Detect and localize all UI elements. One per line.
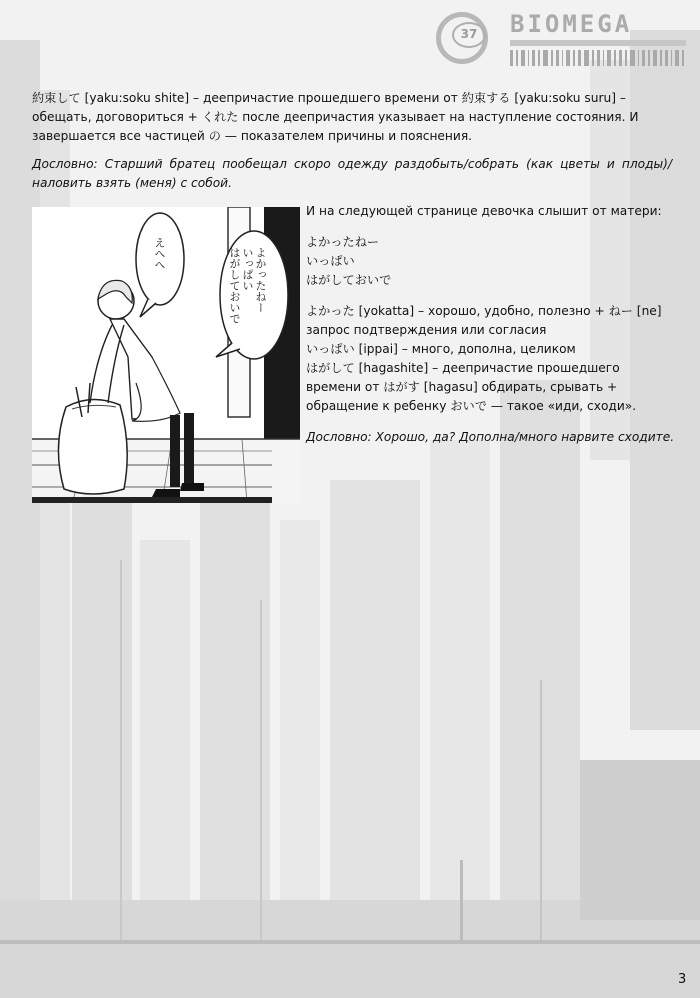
bubble-line-1: よかったねー [254, 247, 267, 313]
page-number: 3 [678, 972, 687, 987]
issue-number: 37 [452, 22, 486, 48]
quote-line: いっぱい [306, 254, 355, 268]
bubble-line-3: はがしておいで [228, 247, 241, 324]
paragraph-grammar: 約束して [yaku:soku shite] – деепричастие прошедшего времени от 約束する [yaku:soku suru] – обещать, договориться + くれた после деепричастия указывает на наступление состояния. И завершается все частицей の — показателем причины и пояснения. [32, 91, 639, 143]
intro-text: И на следующей странице девочка слышит от матери: [306, 204, 662, 218]
manga-panel [32, 207, 300, 503]
quote-line: はがしておいで [306, 273, 392, 287]
right-column [306, 202, 678, 447]
explanation-line: はがして [hagashite] – деепричастие прошедшего времени от はがす [hagasu] обдирать, срывать + обращение к ребенку おいで — такое «иди, сходи». [306, 361, 637, 413]
speech-bubble-right [228, 247, 267, 347]
literal-translation: Дословно: Хорошо, да? Дополна/много нарвите сходите. [306, 430, 675, 444]
barcode-icon [510, 40, 686, 66]
brand-title: BIOMEGA [510, 10, 633, 38]
bubble-line-2: いっぱい [241, 247, 254, 291]
explanation-line: よかった [yokatta] – хорошо, удобно, полезно + ねー [ne] запрос подтверждения или согласия [306, 304, 662, 337]
header-logo [436, 10, 686, 70]
speech-bubble-left: えへへ [153, 237, 166, 270]
paragraph-literal-translation: Дословно: Старший братец пообещал скоро одежду раздобыть/собрать (как цветы и плоды)/наловить взять (меня) с собой. [32, 157, 672, 190]
explanation-line: いっぱい [ippai] – много, дополна, целиком [306, 342, 576, 356]
quote-line: よかったねー [306, 235, 380, 249]
